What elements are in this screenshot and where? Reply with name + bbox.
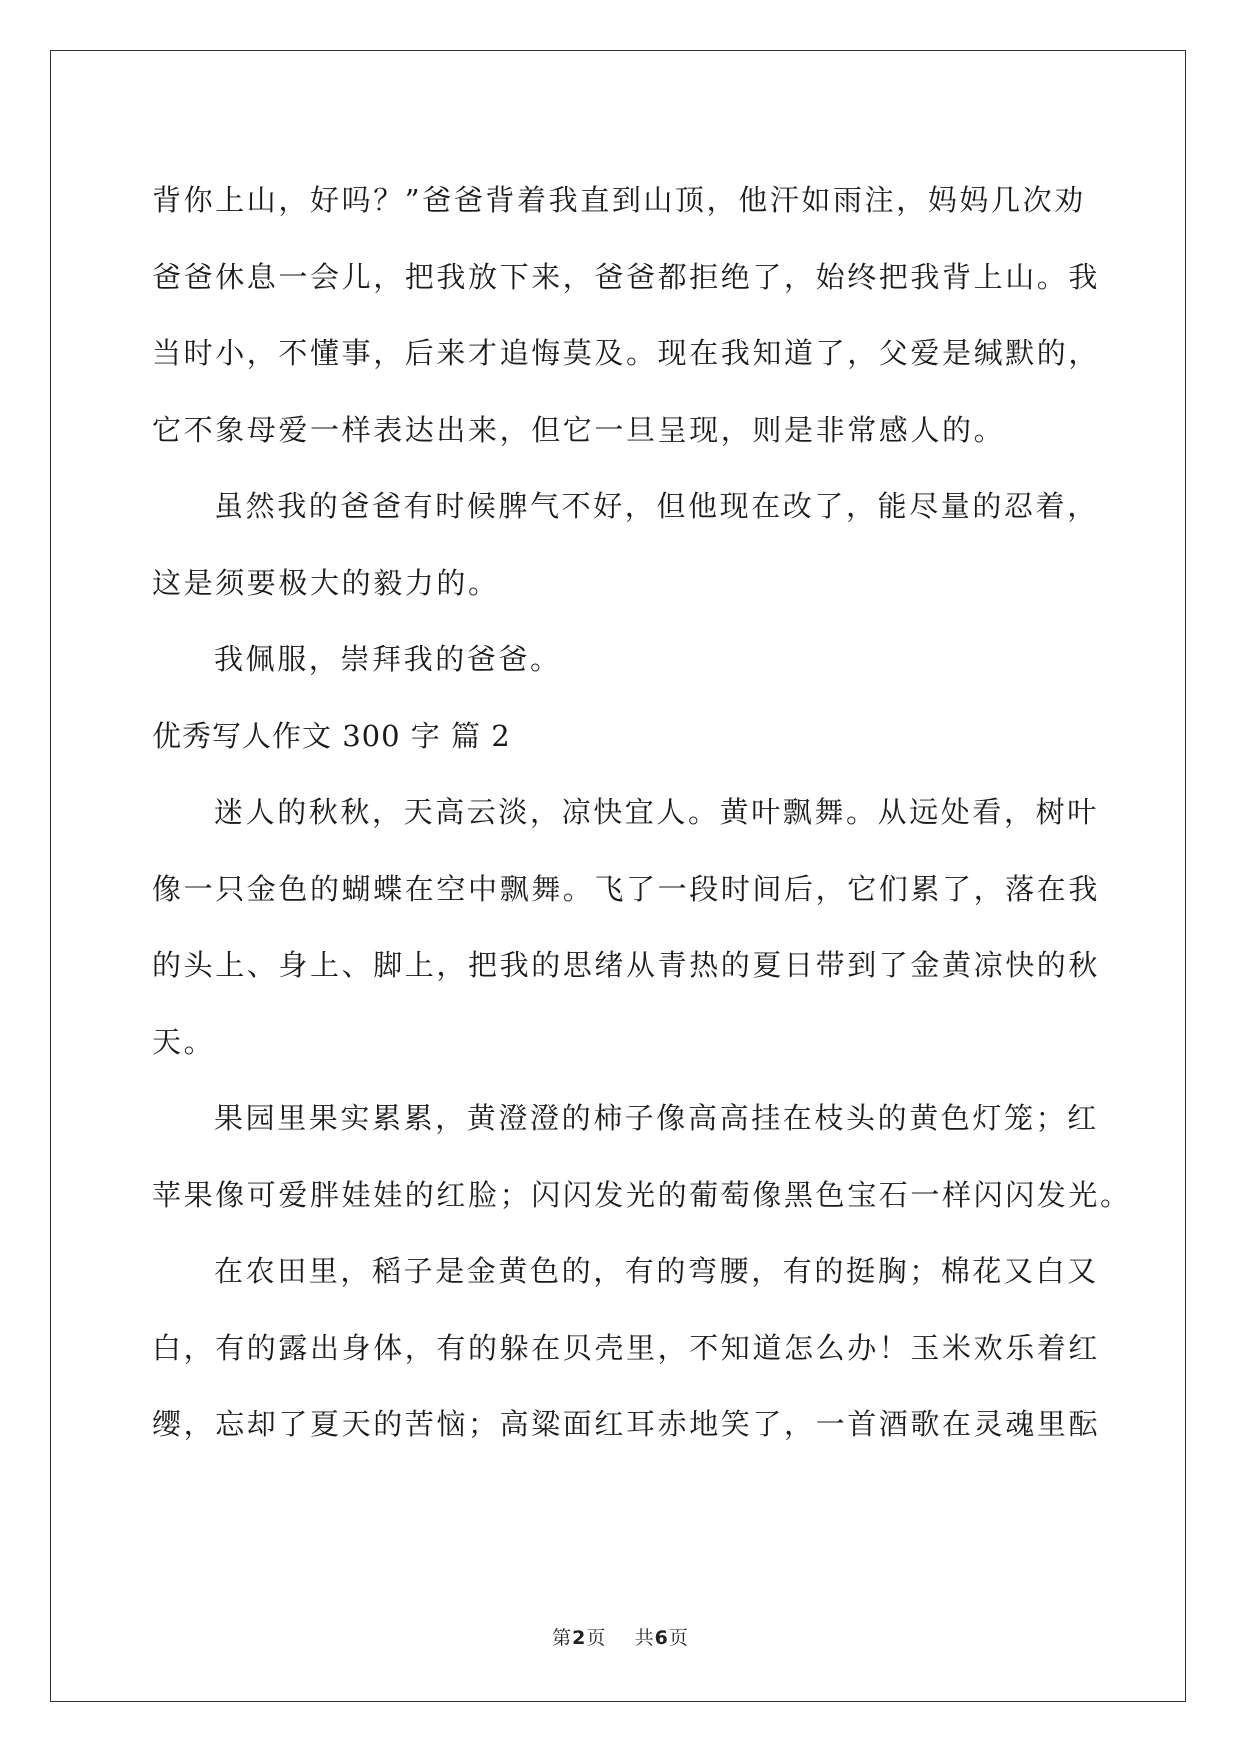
text-line: 像一只金色的蝴蝶在空中飘舞。飞了一段时间后，它们累了，落在我 (152, 871, 1101, 906)
text-line: 的头上、身上、脚上，把我的思绪从青热的夏日带到了金黄凉快的秋 (152, 948, 1101, 982)
section-heading: 优秀写人作文 300 字 篇 2 (152, 718, 511, 753)
paragraph-start-line: 虽然我的爸爸有时候脾气不好，但他现在改了，能尽量的忍着， (214, 489, 1099, 523)
text-line: 白，有的露出身体，有的躲在贝壳里，不知道怎么办！玉米欢乐着红 (152, 1330, 1101, 1365)
text-line: 背你上山，好吗？”爸爸背着我直到山顶，他汗如雨注，妈妈几次劝 (152, 183, 1086, 217)
footer-prefix: 第 (552, 1627, 573, 1649)
current-page-number: 2 (572, 1627, 587, 1649)
paragraph-start-line: 在农田里，稻子是金黄色的，有的弯腰，有的挺胸；棉花又白又 (214, 1254, 1099, 1288)
text-line: 苹果像可爱胖娃娃的红脸；闪闪发光的葡萄像黑色宝石一样闪闪发光。 (152, 1177, 1132, 1212)
text-line: 它不象母爱一样表达出来，但它一旦呈现，则是非常感人的。 (152, 412, 1006, 447)
footer-total-unit: 页 (668, 1627, 689, 1649)
text-line: 天。 (152, 1024, 216, 1059)
paragraph-start-line: 迷人的秋秋，天高云淡，凉快宜人。黄叶飘舞。从远处看，树叶 (214, 795, 1099, 829)
paragraph-start-line: 我佩服，崇拜我的爸爸。 (214, 642, 562, 676)
footer-total-prefix: 共 (634, 1627, 655, 1649)
text-line: 当时小，不懂事，后来才追悔莫及。现在我知道了，父爱是缄默的， (152, 336, 1101, 370)
page-footer (0, 1623, 1241, 1650)
total-page-count: 6 (654, 1627, 669, 1649)
text-line: 缨，忘却了夏天的苦恼；高粱面红耳赤地笑了，一首酒歌在灵魂里酝 (152, 1407, 1101, 1441)
document-body (152, 162, 1132, 1463)
text-line: 爸爸休息一会儿，把我放下来，爸爸都拒绝了，始终把我背上山。我 (152, 259, 1101, 294)
paragraph-start-line: 果园里果实累累，黄澄澄的柿子像高高挂在枝头的黄色灯笼；红 (214, 1101, 1099, 1135)
footer-page-unit: 页 (586, 1627, 607, 1649)
text-line: 这是须要极大的毅力的。 (152, 565, 500, 600)
